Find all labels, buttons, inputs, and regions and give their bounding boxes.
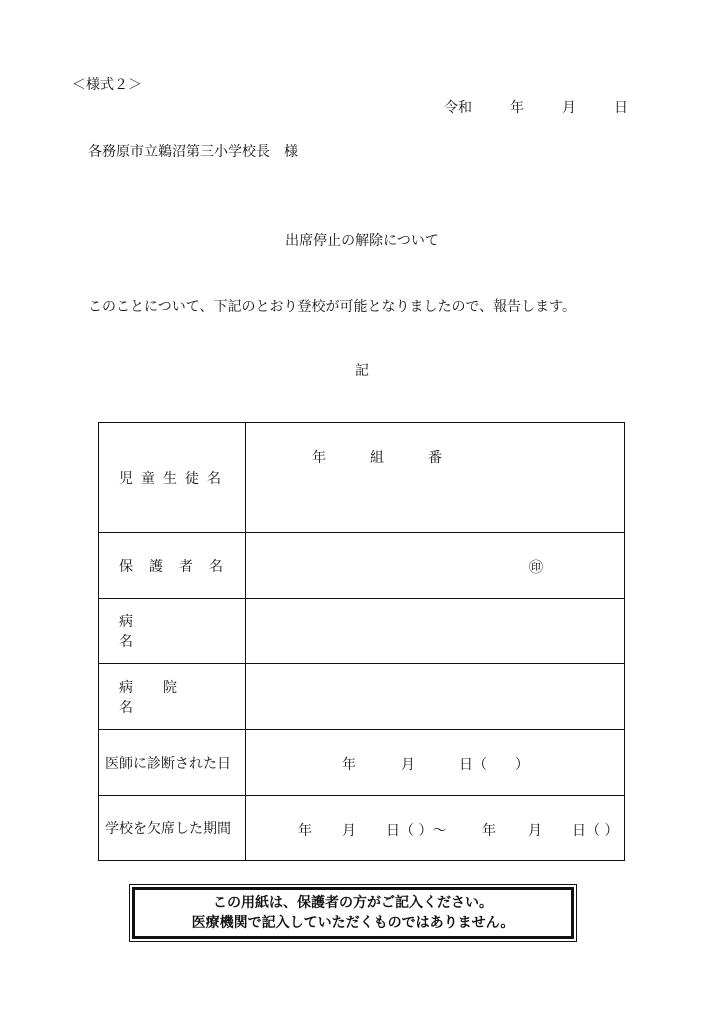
disease-label-cell — [99, 599, 246, 664]
date-era: 令和 — [444, 100, 472, 116]
guardian-row — [99, 533, 625, 599]
seal-mark: ㊞ — [529, 560, 543, 576]
student-label: 児童生徒名 — [119, 470, 229, 487]
absence-from-day: 日（ ）〜 — [386, 823, 447, 839]
info-table — [98, 422, 625, 861]
date-month: 月 — [562, 100, 576, 116]
absence-from-year: 年 — [298, 823, 312, 839]
student-label-cell — [99, 423, 246, 533]
diagnosis-row — [99, 730, 625, 796]
date-line — [444, 97, 628, 117]
body-text: このことについて、下記のとおり登校が可能となりましたので、報告します。 — [88, 299, 577, 315]
form-number-label: ＜様式２＞ — [72, 77, 142, 93]
student-row — [99, 423, 625, 533]
notice-line-2: 医療機関で記入していただくものではありません。 — [191, 915, 515, 931]
notice-line-1: この用紙は、保護者の方がご記入ください。 — [213, 895, 493, 911]
student-year: 年 — [312, 450, 326, 466]
disease-value-cell[interactable] — [246, 599, 625, 664]
absence-value-cell[interactable] — [246, 796, 625, 861]
notice-inner — [132, 887, 574, 939]
guardian-label: 保護者名 — [119, 558, 239, 575]
diagnosis-year: 年 — [342, 757, 356, 773]
diagnosis-label-cell — [99, 730, 246, 796]
hospital-label: 病院名 — [119, 679, 207, 716]
hospital-label-cell — [99, 664, 246, 730]
absence-from-month: 月 — [342, 823, 356, 839]
diagnosis-label: 医師に診断された日 — [105, 755, 231, 772]
diagnosis-day: 日（ ） — [459, 757, 529, 773]
student-value-cell[interactable] — [246, 423, 625, 533]
absence-label: 学校を欠席した期間 — [105, 821, 231, 837]
absence-to-year: 年 — [482, 823, 496, 839]
notice-box — [129, 884, 577, 942]
absence-to-day: 日（ ） — [572, 823, 619, 839]
student-class: 組 — [370, 450, 384, 466]
recipient: 各務原市立鵜沼第三小学校長 様 — [88, 144, 298, 160]
guardian-value-cell[interactable] — [246, 533, 625, 599]
absence-label-cell — [99, 796, 246, 861]
absence-row — [99, 796, 625, 861]
disease-row — [99, 599, 625, 664]
diagnosis-value-cell[interactable] — [246, 730, 625, 796]
ki-heading: 記 — [355, 363, 369, 379]
diagnosis-month: 月 — [401, 757, 415, 773]
guardian-label-cell — [99, 533, 246, 599]
hospital-value-cell[interactable] — [246, 664, 625, 730]
absence-to-month: 月 — [528, 823, 542, 839]
student-number: 番 — [428, 450, 442, 466]
hospital-row — [99, 664, 625, 730]
date-year: 年 — [510, 100, 524, 116]
date-day: 日 — [614, 100, 628, 116]
document-title: 出席停止の解除について — [285, 233, 439, 249]
disease-label: 病名 — [119, 614, 207, 650]
